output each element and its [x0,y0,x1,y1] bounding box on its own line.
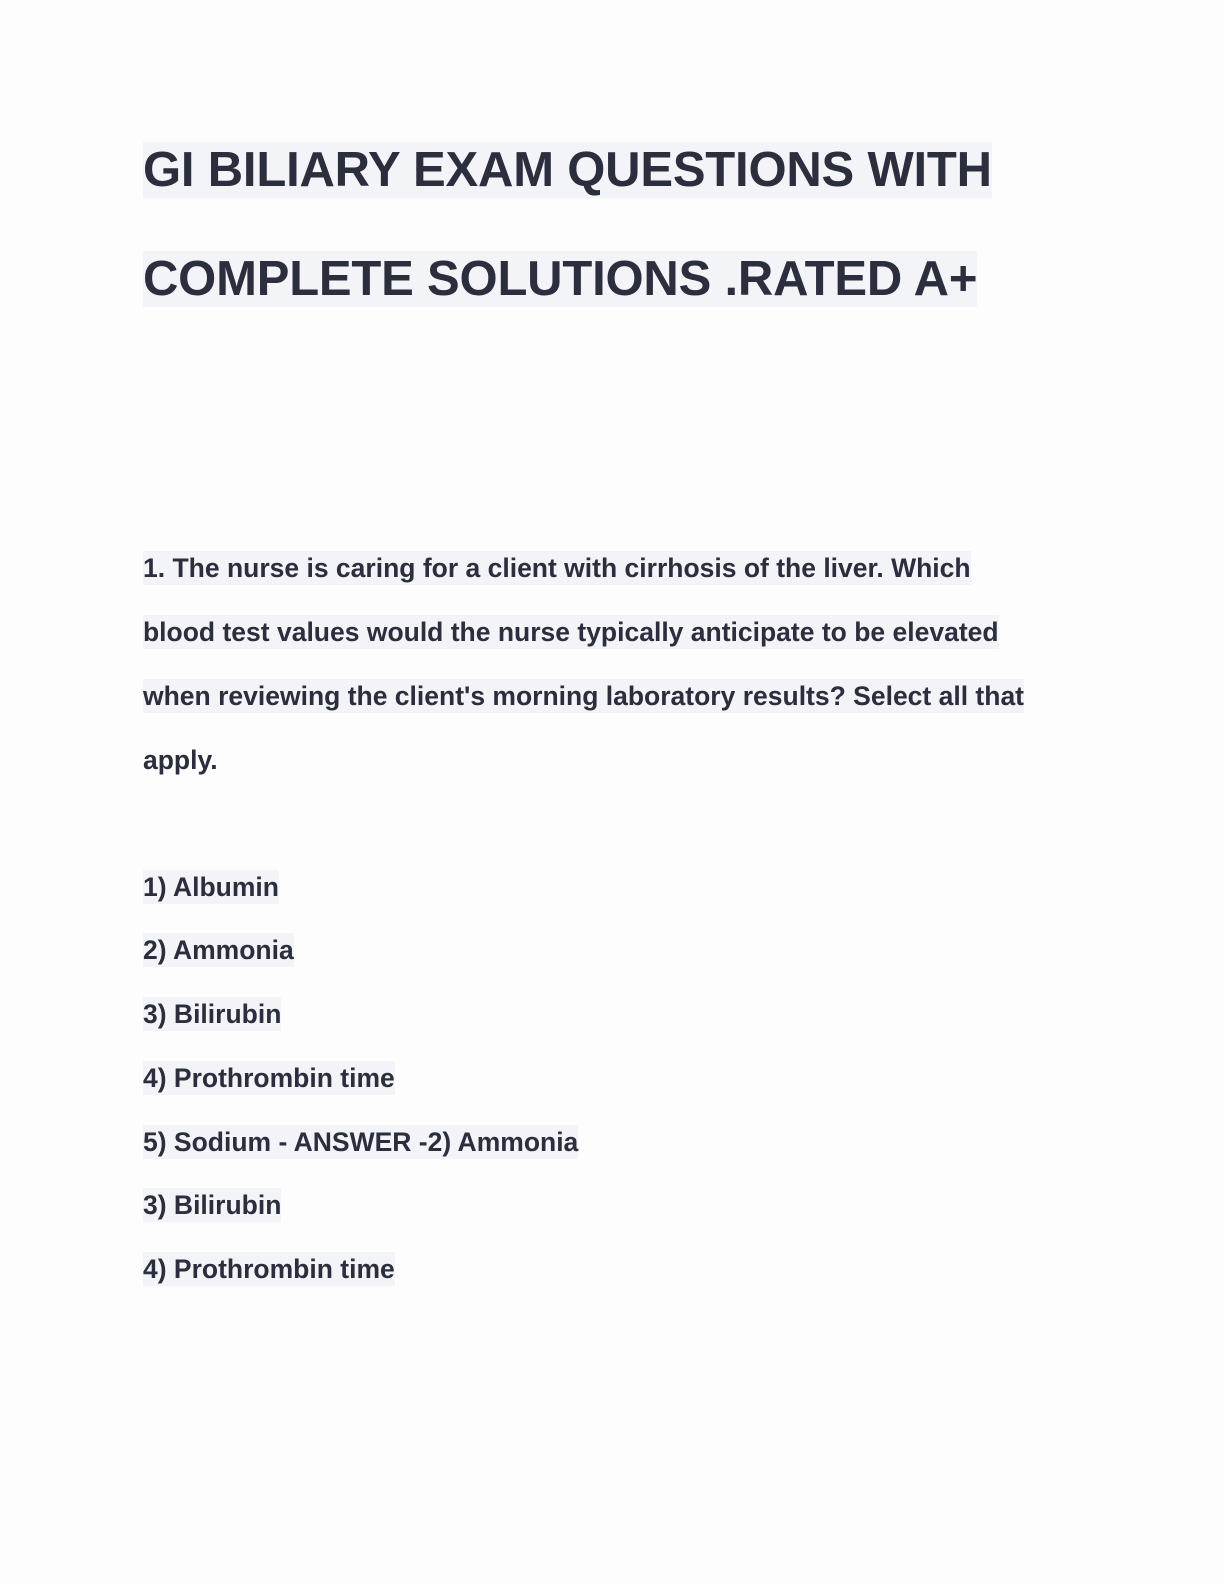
question-text-line-1: 1. The nurse is caring for a client with cirrhosis of the liver. Which [143,553,971,583]
document-title-line-2: COMPLETE SOLUTIONS .RATED A+ [143,252,978,306]
option-2: 2) Ammonia [143,935,294,965]
answer-line-2: 3) Bilirubin [143,1190,282,1220]
question-text-line-3: when reviewing the client's morning laboratory results? Select all that [143,681,1025,711]
option-3: 3) Bilirubin [143,999,282,1029]
option-1: 1) Albumin [143,872,279,902]
option-4: 4) Prothrombin time [143,1063,395,1093]
question-text-line-2: blood test values would the nurse typically anticipate to be elevated [143,617,999,647]
document-title-line-1: GI BILIARY EXAM QUESTIONS WITH [143,143,992,197]
question-text-line-4: apply. [143,745,218,775]
option-5-with-answer: 5) Sodium - ANSWER -2) Ammonia [143,1127,579,1157]
answer-line-3: 4) Prothrombin time [143,1254,395,1284]
